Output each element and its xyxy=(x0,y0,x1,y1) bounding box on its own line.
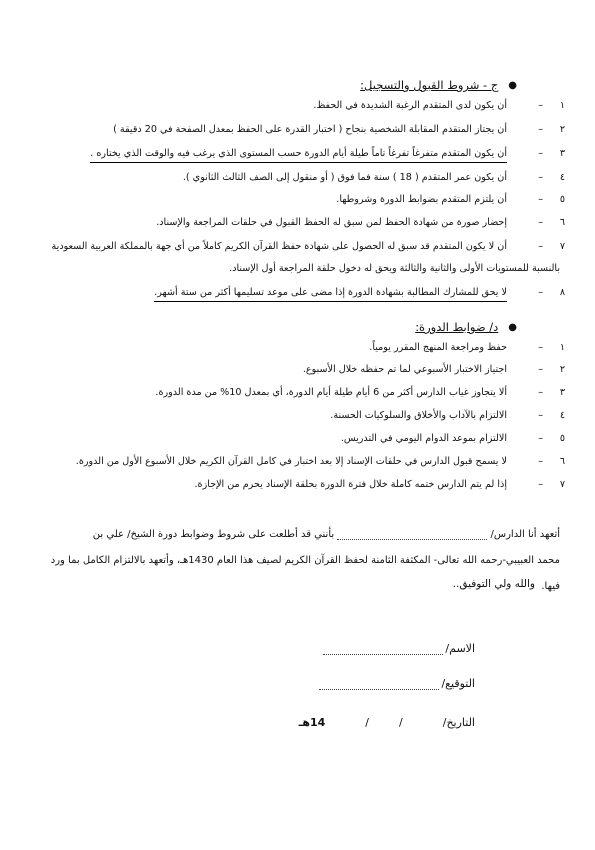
item-dash: – xyxy=(538,172,543,183)
item-number: ١ xyxy=(559,342,565,353)
name-field xyxy=(323,642,475,655)
bullet-icon: ● xyxy=(508,321,517,333)
item-number: ٥ xyxy=(559,194,565,205)
pledge-line-1-rest: بأنني قد أطلعت على شروط وضوابط دورة الشيخ/ علي بن xyxy=(92,529,335,540)
item-number: ١ xyxy=(559,100,565,111)
signature-blank[interactable] xyxy=(319,677,439,690)
item-number: ٧ xyxy=(559,241,565,252)
signature-label: التوقيع/ xyxy=(441,677,475,690)
item-text: إذا لم يتم الدارس ختمه كاملة خلال فترة الدورة بحلقة الإسناد يحرم من الإجازة. xyxy=(194,479,507,490)
item-number: ٢ xyxy=(559,364,565,375)
item-dash: – xyxy=(538,410,543,421)
section-d-heading xyxy=(415,320,517,334)
condition-continuation: بالنسبة للمستويات الأولى والثانية والثالثة ويحق له دخول حلقة المراجعة أول الإسناد. xyxy=(229,263,560,274)
item-number: ٦ xyxy=(559,217,565,228)
item-text: أن يجتاز المتقدم المقابلة الشخصية بنجاح ( اختبار القدرة على الحفظ بمعدل الصفحة في 20 دقيقة ) xyxy=(113,124,507,135)
item-text: لا يحق للمشارك المطالبة بشهادة الدورة إذا مضى على موعد تسليمها أكثر من ستة أشهر. xyxy=(154,286,507,302)
item-dash: – xyxy=(538,433,543,444)
item-text: أن لا يكون المتقدم قد سبق له الحصول على شهادة حفظ القرآن الكريم كاملاً من أي جهة بالمملكة العربية السعودية xyxy=(51,241,507,252)
item-dash: – xyxy=(538,148,543,159)
item-dash: – xyxy=(538,364,543,375)
item-dash: – xyxy=(538,456,543,467)
item-number: ٦ xyxy=(559,456,565,467)
section-c-title: ج - شروط القبول والتسجيل: xyxy=(360,78,499,92)
item-text: إحضار صورة من شهادة الحفظ لمن سبق له الحفظ القبول في حلقات المراجعة والإسناد. xyxy=(156,217,507,228)
pledge-line-2: محمد العبيبي-رحمه الله تعالى- المكثفة الثامنة لحفظ القرآن الكريم لصيف هذا العام 1430هـ، وأتعهد بالالتزام الكامل بما ورد فيها. xyxy=(50,555,560,592)
item-dash: – xyxy=(538,287,543,298)
item-dash: – xyxy=(538,217,543,228)
pledge-line-1 xyxy=(30,522,560,548)
item-dash: – xyxy=(538,342,543,353)
item-dash: – xyxy=(538,479,543,490)
date-field xyxy=(299,716,475,729)
item-text: ألا يتجاوز غياب الدارس أكثر من 6 أيام طيلة أيام الدورة، أي بمعدل 10% من مدة الدورة. xyxy=(155,387,507,398)
item-number: ٣ xyxy=(559,387,565,398)
item-number: ٤ xyxy=(559,172,565,183)
date-label: التاريخ/ xyxy=(442,716,475,729)
item-text: أن يكون عمر المتقدم ( 18 ) سنة فما فوق ( أو منقول إلى الصف الثالث الثانوي ). xyxy=(182,172,507,183)
item-dash: – xyxy=(538,124,543,135)
item-number: ٥ xyxy=(559,433,565,444)
item-number: ٤ xyxy=(559,410,565,421)
item-number: ٧ xyxy=(559,479,565,490)
section-c-heading xyxy=(360,78,517,92)
closing-text: والله ولي التوفيق.. xyxy=(452,578,535,590)
date-separator: / xyxy=(399,716,403,729)
item-text: حفظ ومراجعة المنهج المقرر يومياً. xyxy=(369,342,507,353)
item-dash: – xyxy=(538,194,543,205)
item-dash: – xyxy=(538,241,543,252)
item-number: ٣ xyxy=(559,148,565,159)
item-dash: – xyxy=(538,387,543,398)
item-dash: – xyxy=(538,100,543,111)
pledge-start: أتعهد أنا الدارس/ xyxy=(490,529,560,540)
signature-field xyxy=(319,677,475,690)
section-d-title: د/ ضوابط الدورة: xyxy=(415,320,499,334)
item-text: أن يكون المتقدم متفرغاً تفرغاً تاماً طيلة أيام الدورة حسب المستوى الذي يرغب فيه والوقت الذي يختاره . xyxy=(90,147,507,163)
date-separator: / xyxy=(365,716,370,729)
item-text: الالتزام بالآداب والأخلاق والسلوكيات الحسنة. xyxy=(330,410,507,421)
item-number: ٨ xyxy=(559,287,565,298)
name-blank[interactable] xyxy=(323,642,443,655)
item-text: الالتزام بموعد الدوام اليومي في التدريس. xyxy=(340,433,507,444)
date-year: 14هـ xyxy=(298,716,326,729)
item-number: ٢ xyxy=(559,124,565,135)
student-name-blank[interactable] xyxy=(337,529,487,540)
bullet-icon: ● xyxy=(508,79,517,91)
item-text: اجتياز الاختبار الأسبوعي لما تم حفظه خلال الأسبوع. xyxy=(302,364,507,375)
item-text: أن يلتزم المتقدم بضوابط الدورة وشروطها. xyxy=(336,194,507,205)
item-text: لا يسمح قبول الدارس في حلقات الإسناد إلا بعد اختبار في كامل القرآن الكريم خلال الأسبوع الأول من الدورة. xyxy=(75,456,507,467)
name-label: الاسم/ xyxy=(445,642,475,655)
item-text: أن يكون لدى المتقدم الرغبة الشديدة في الحفظ. xyxy=(313,100,507,111)
